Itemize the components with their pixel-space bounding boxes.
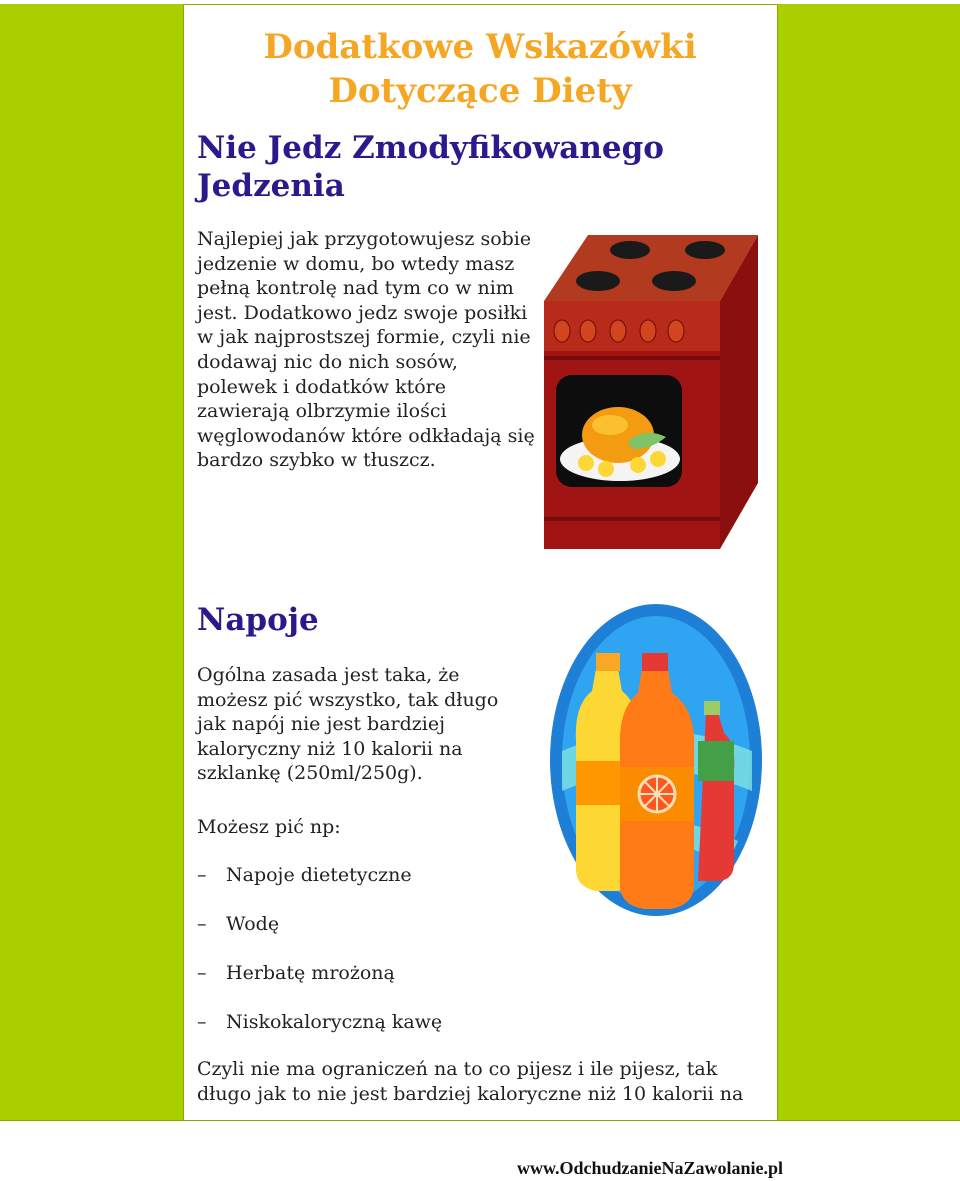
footer-url: www.OdchudzanieNaZawolanie.pl — [516, 1158, 784, 1178]
list-item: – Wodę — [197, 913, 280, 935]
list-item: – Herbatę mrożoną — [197, 962, 395, 984]
list-item: – Napoje dietetyczne — [197, 864, 412, 886]
list-dash: – — [197, 913, 207, 935]
section-heading-drinks: Napoje — [197, 602, 319, 638]
closing-paragraph: Czyli nie ma ograniczeń na to co pijesz i ile pijesz, tak długo jak to nie jest bardziej kaloryczne niż 10 kalorii na — [197, 1058, 744, 1105]
list-intro: Możesz pić np: — [197, 816, 341, 838]
list-dash: – — [197, 864, 207, 886]
right-side-panel — [777, 4, 960, 1120]
page-title: Dodatkowe Wskazówki Dotyczące Diety — [263, 27, 697, 111]
drinks-list — [197, 863, 557, 1059]
list-dash: – — [197, 1011, 207, 1033]
section-heading-food: Nie Jedz Zmodyfikowanego Jedzenia — [197, 130, 664, 204]
bottom-border — [0, 1120, 960, 1121]
list-dash: – — [197, 962, 207, 984]
drinks-image — [548, 601, 764, 919]
page-content — [184, 5, 776, 1120]
left-side-panel — [0, 4, 184, 1120]
section-paragraph-drinks: Ogólna zasada jest taka, że możesz pić wszystko, tak długo jak napój nie jest bardziej kaloryczny niż 10 kalorii na szklankę (250ml/250g). — [197, 664, 499, 785]
stove-image — [542, 231, 762, 551]
list-item: – Niskokaloryczną kawę — [197, 1011, 443, 1033]
section-paragraph-food: Najlepiej jak przygotowujesz sobie jedzenie w domu, bo wtedy masz pełną kontrolę nad tym co w nim jest. Dodatkowo jedz swoje posiłki w jak najprostszej formie, czyli nie dodawaj nic do nich sosów, polewek i dodatków które zawierają olbrzymie ilości węglowodanów które odkładają się bardzo szybko w tłuszcz. — [197, 228, 535, 472]
